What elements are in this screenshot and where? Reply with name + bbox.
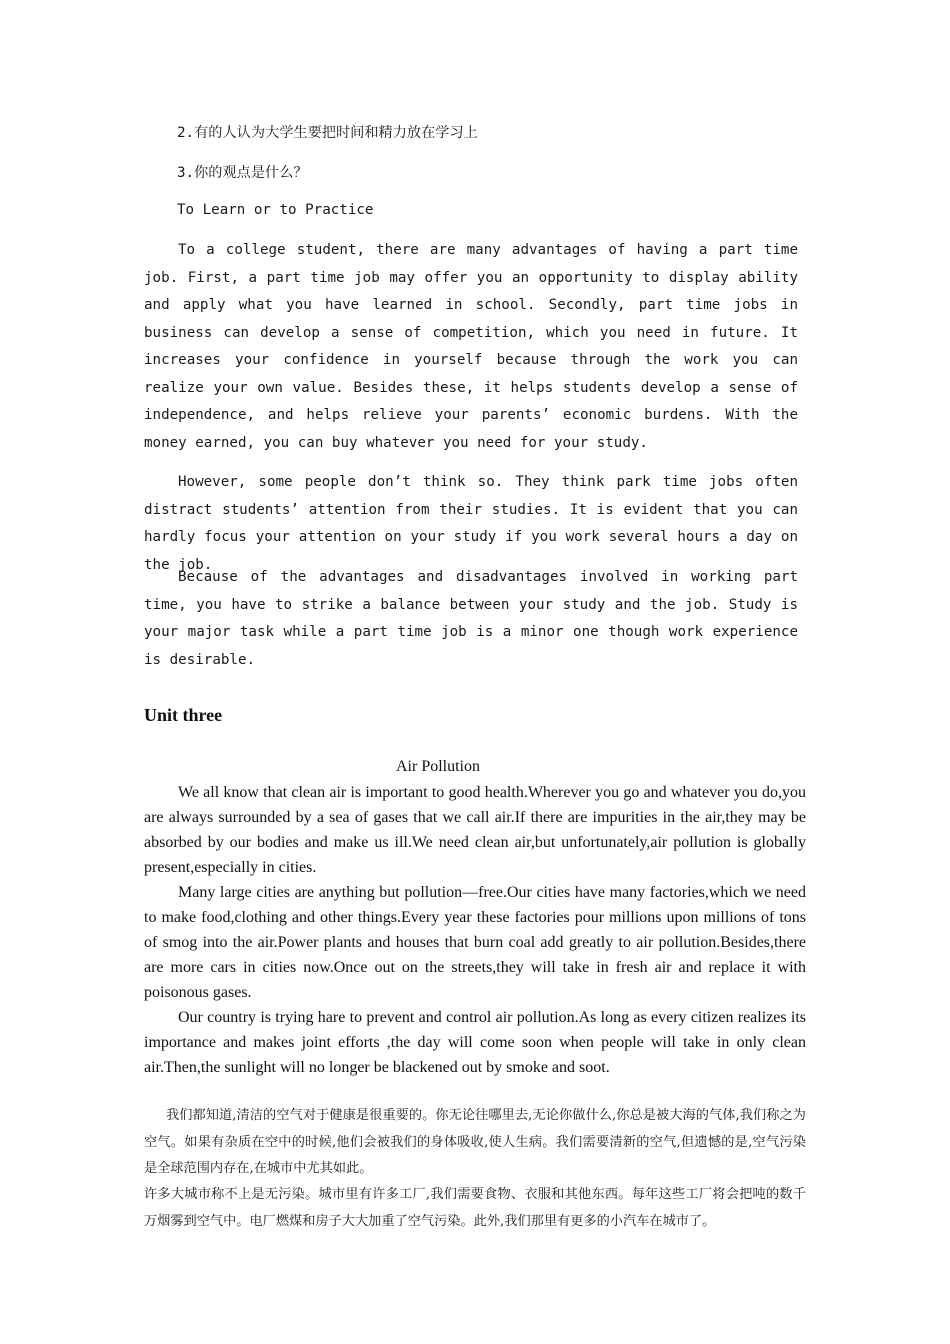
- prompt-item-2: 2.有的人认为大学生要把时间和精力放在学习上: [177, 125, 478, 141]
- essay1-paragraph-1: To a college student, there are many advantages of having a part time job. First, a part time job may offer you an opportunity to display ability and apply what you have learned in school. Secondly, part time jobs in business can develop a sense of competition, which you need in future. It increases your confidence in yourself because through the work you can realize your own value. Besides these, it helps students develop a sense of independence, and helps relieve your parents’ economic burdens. With the money earned, you can buy whatever you need for your study.: [144, 242, 798, 451]
- essay1-title: To Learn or to Practice: [177, 202, 374, 218]
- essay1-paragraph-2: However, some people don’t think so. They think park time jobs often distract students’ attention from their studies. It is evident that you can hardly focus your attention on your study if you work several hours a day on the job.: [144, 474, 798, 573]
- essay2-paragraph-2: Many large cities are anything but pollution—free.Our cities have many factories,which we need to make food,clothing and other things.Every year these factories pour millions upon millions of tons of smog into the air.Power plants and houses that burn coal add greatly to air pollution.Besides,there are more cars in cities now.Once out on the streets,they will take in fresh air and replace it with poisonous gases.: [144, 884, 806, 1001]
- essay2-paragraph-3: Our country is trying hare to prevent and control air pollution.As long as every citizen realizes its importance and makes joint efforts ,the day will come soon when people will take in only clean air.Then,the sunlight will no longer be blackened out by smoke and soot.: [144, 1009, 806, 1076]
- unit-heading: Unit three: [144, 705, 223, 725]
- translation-paragraph-1: 我们都知道,清洁的空气对于健康是很重要的。你无论往哪里去,无论你做什么,你总是被大海的气体,我们称之为空气。如果有杂质在空中的时候,他们会被我们的身体吸收,使人生病。我们需要清新的空气,但遗憾的是,空气污染是全球范围内存在,在城市中尤其如此。: [144, 1108, 806, 1176]
- essay2-paragraph-1: We all know that clean air is important to good health.Wherever you go and whatever you do,you are always surrounded by a sea of gases that we call air.If there are impurities in the air,they may be absorbed by our bodies and make us ill.We need clean air,but unfortunately,air pollution is globally present,especially in cities.: [144, 784, 806, 876]
- prompt-item-3: 3.你的观点是什么？: [177, 165, 308, 181]
- translation-paragraph-2: 许多大城市称不上是无污染。城市里有许多工厂,我们需要食物、衣服和其他东西。每年这些工厂将会把吨的数千万烟雾到空气中。电厂燃煤和房子大大加重了空气污染。此外,我们那里有更多的小汽车在城市了。: [144, 1187, 806, 1229]
- essay2-title: Air Pollution: [395, 758, 480, 775]
- essay1-paragraph-3: Because of the advantages and disadvantages involved in working part time, you have to strike a balance between your study and the job. Study is your major task while a part time job is a minor one though work experience is desirable.: [144, 569, 798, 668]
